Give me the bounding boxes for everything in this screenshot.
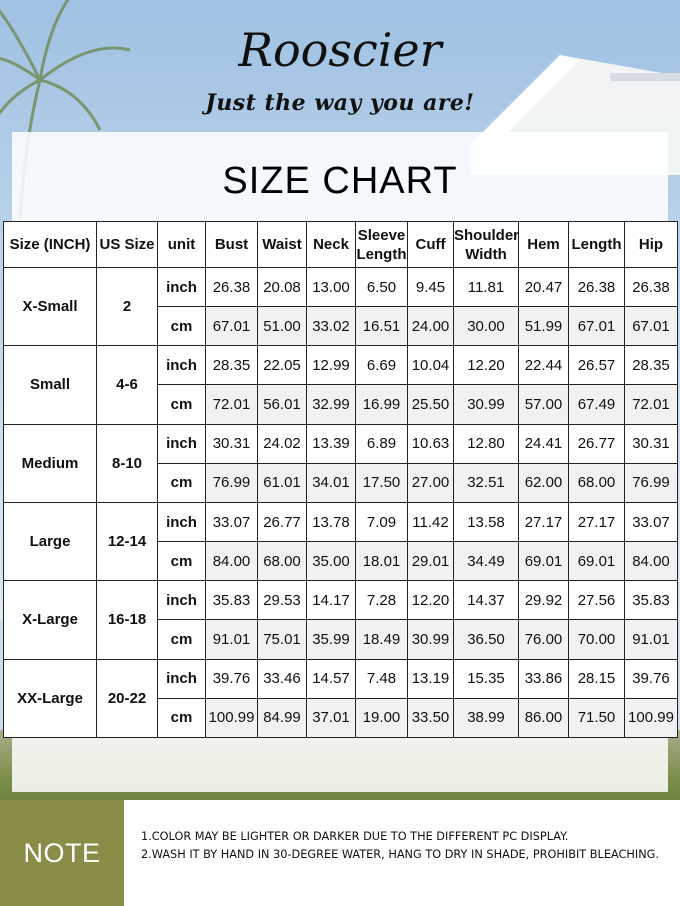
column-header-label: Size (INCH) [9,236,91,253]
measurement-cell: 30.31 [206,424,258,463]
measurement-cell: 24.41 [519,424,569,463]
column-header-label: Width [465,245,507,263]
measurement-cell: 71.50 [569,698,625,737]
measurement-cell: 24.00 [408,307,454,346]
unit-cell: inch [158,659,206,698]
measurement-cell: 57.00 [519,385,569,424]
measurement-cell: 67.49 [569,385,625,424]
unit-cell: cm [158,542,206,581]
measurement-cell: 67.01 [625,307,678,346]
measurement-cell: 69.01 [569,542,625,581]
column-header [569,222,625,268]
measurement-cell: 19.00 [356,698,408,737]
size-name-cell: Large [4,502,97,580]
unit-cell: inch [158,581,206,620]
unit-cell: cm [158,463,206,502]
measurement-cell: 70.00 [569,620,625,659]
size-name-cell: Medium [4,424,97,502]
column-header [206,222,258,268]
measurement-cell: 9.45 [408,268,454,307]
column-header [97,222,158,268]
measurement-cell: 84.99 [258,698,307,737]
measurement-cell: 20.47 [519,268,569,307]
unit-cell: cm [158,385,206,424]
measurement-cell: 84.00 [625,542,678,581]
unit-cell: inch [158,346,206,385]
measurement-cell: 12.80 [454,424,519,463]
measurement-cell: 33.07 [625,502,678,541]
measurement-cell: 10.04 [408,346,454,385]
brand-logo [0,8,680,98]
measurement-cell: 91.01 [625,620,678,659]
table-row [4,581,678,620]
measurement-cell: 62.00 [519,463,569,502]
measurement-cell: 27.56 [569,581,625,620]
measurement-cell: 29.53 [258,581,307,620]
measurement-cell: 22.05 [258,346,307,385]
measurement-cell: 12.20 [454,346,519,385]
measurement-cell: 13.39 [307,424,356,463]
header-row [4,222,678,268]
measurement-cell: 13.00 [307,268,356,307]
measurement-cell: 16.99 [356,385,408,424]
measurement-cell: 13.78 [307,502,356,541]
brand-tagline: Just the way you are! [205,90,475,116]
measurement-cell: 27.00 [408,463,454,502]
unit-cell: inch [158,502,206,541]
measurement-cell: 67.01 [206,307,258,346]
size-chart-table [3,221,678,738]
measurement-cell: 51.00 [258,307,307,346]
measurement-cell: 68.00 [258,542,307,581]
measurement-cell: 76.00 [519,620,569,659]
measurement-cell: 72.01 [206,385,258,424]
column-header [408,222,454,268]
column-header [258,222,307,268]
us-size-cell: 12-14 [97,502,158,580]
measurement-cell: 13.19 [408,659,454,698]
measurement-cell: 35.83 [625,581,678,620]
table-row [4,424,678,463]
measurement-cell: 61.01 [258,463,307,502]
measurement-cell: 34.49 [454,542,519,581]
measurement-cell: 27.17 [519,502,569,541]
measurement-cell: 91.01 [206,620,258,659]
table-row [4,659,678,698]
measurement-cell: 14.37 [454,581,519,620]
measurement-cell: 35.00 [307,542,356,581]
column-header-label: Length [571,236,622,253]
measurement-cell: 33.46 [258,659,307,698]
unit-cell: cm [158,307,206,346]
column-header-label: Sleeve [357,226,406,244]
column-header [307,222,356,268]
size-name-cell: X-Large [4,581,97,659]
column-header [158,222,206,268]
svg-text:Rooscier: Rooscier [238,23,442,77]
measurement-cell: 33.07 [206,502,258,541]
measurement-cell: 6.69 [356,346,408,385]
table-row [4,346,678,385]
measurement-cell: 11.81 [454,268,519,307]
measurement-cell: 26.77 [258,502,307,541]
us-size-cell: 2 [97,268,158,346]
us-size-cell: 4-6 [97,346,158,424]
measurement-cell: 35.83 [206,581,258,620]
measurement-cell: 30.00 [454,307,519,346]
note-line-1: 1.COLOR MAY BE LIGHTER OR DARKER DUE TO THE DIFFERENT PC DISPLAY. [141,830,569,843]
measurement-cell: 12.20 [408,581,454,620]
measurement-cell: 30.99 [454,385,519,424]
measurement-cell: 29.01 [408,542,454,581]
column-header-label: US Size [99,236,155,253]
measurement-cell: 13.58 [454,502,519,541]
measurement-cell: 17.50 [356,463,408,502]
size-name-cell: Small [4,346,97,424]
measurement-cell: 26.38 [625,268,678,307]
measurement-cell: 18.01 [356,542,408,581]
measurement-cell: 30.99 [408,620,454,659]
measurement-cell: 28.35 [625,346,678,385]
measurement-cell: 29.92 [519,581,569,620]
measurement-cell: 6.50 [356,268,408,307]
measurement-cell: 14.17 [307,581,356,620]
measurement-cell: 86.00 [519,698,569,737]
column-header-label: unit [167,236,196,253]
measurement-cell: 7.09 [356,502,408,541]
size-name-cell: XX-Large [4,659,97,737]
measurement-cell: 22.44 [519,346,569,385]
column-header-label: Waist [262,236,302,253]
column-header [356,222,408,268]
column-header-label: Length [356,245,407,263]
measurement-cell: 20.08 [258,268,307,307]
measurement-cell: 32.51 [454,463,519,502]
measurement-cell: 51.99 [519,307,569,346]
column-header [625,222,678,268]
measurement-cell: 76.99 [206,463,258,502]
measurement-cell: 35.99 [307,620,356,659]
us-size-cell: 20-22 [97,659,158,737]
page-title: SIZE CHART [222,160,458,202]
measurement-cell: 7.28 [356,581,408,620]
measurement-cell: 33.86 [519,659,569,698]
note-badge: NOTE [0,800,124,906]
measurement-cell: 84.00 [206,542,258,581]
measurement-cell: 100.99 [206,698,258,737]
us-size-cell: 8-10 [97,424,158,502]
measurement-cell: 10.63 [408,424,454,463]
measurement-cell: 68.00 [569,463,625,502]
measurement-cell: 34.01 [307,463,356,502]
measurement-cell: 39.76 [206,659,258,698]
measurement-cell: 25.50 [408,385,454,424]
measurement-cell: 18.49 [356,620,408,659]
measurement-cell: 15.35 [454,659,519,698]
column-header-label: Bust [214,236,249,253]
measurement-cell: 38.99 [454,698,519,737]
unit-cell: inch [158,268,206,307]
unit-cell: cm [158,620,206,659]
measurement-cell: 27.17 [569,502,625,541]
column-header-label: Hem [527,236,560,253]
measurement-cell: 11.42 [408,502,454,541]
column-header [4,222,97,268]
column-header-label: Shoulder [454,226,520,244]
measurement-cell: 30.31 [625,424,678,463]
unit-cell: inch [158,424,206,463]
measurement-cell: 33.02 [307,307,356,346]
measurement-cell: 28.35 [206,346,258,385]
measurement-cell: 26.38 [206,268,258,307]
measurement-cell: 12.99 [307,346,356,385]
table-row [4,502,678,541]
measurement-cell: 26.57 [569,346,625,385]
us-size-cell: 16-18 [97,581,158,659]
column-header-label: Hip [638,236,664,253]
table-row [4,268,678,307]
measurement-cell: 67.01 [569,307,625,346]
note-text [141,828,671,864]
measurement-cell: 32.99 [307,385,356,424]
measurement-cell: 28.15 [569,659,625,698]
measurement-cell: 69.01 [519,542,569,581]
measurement-cell: 6.89 [356,424,408,463]
column-header-label: Cuff [415,236,446,253]
measurement-cell: 36.50 [454,620,519,659]
measurement-cell: 72.01 [625,385,678,424]
column-header [519,222,569,268]
measurement-cell: 26.77 [569,424,625,463]
note-line-2: 2.WASH IT BY HAND IN 30-DEGREE WATER, HANG TO DRY IN SHADE, PROHIBIT BLEACHING. [141,848,660,861]
measurement-cell: 76.99 [625,463,678,502]
column-header [454,222,519,268]
measurement-cell: 24.02 [258,424,307,463]
measurement-cell: 33.50 [408,698,454,737]
measurement-cell: 56.01 [258,385,307,424]
unit-cell: cm [158,698,206,737]
measurement-cell: 100.99 [625,698,678,737]
measurement-cell: 16.51 [356,307,408,346]
measurement-cell: 75.01 [258,620,307,659]
measurement-cell: 7.48 [356,659,408,698]
measurement-cell: 39.76 [625,659,678,698]
column-header-label: Neck [313,236,349,253]
measurement-cell: 26.38 [569,268,625,307]
measurement-cell: 14.57 [307,659,356,698]
measurement-cell: 37.01 [307,698,356,737]
size-name-cell: X-Small [4,268,97,346]
